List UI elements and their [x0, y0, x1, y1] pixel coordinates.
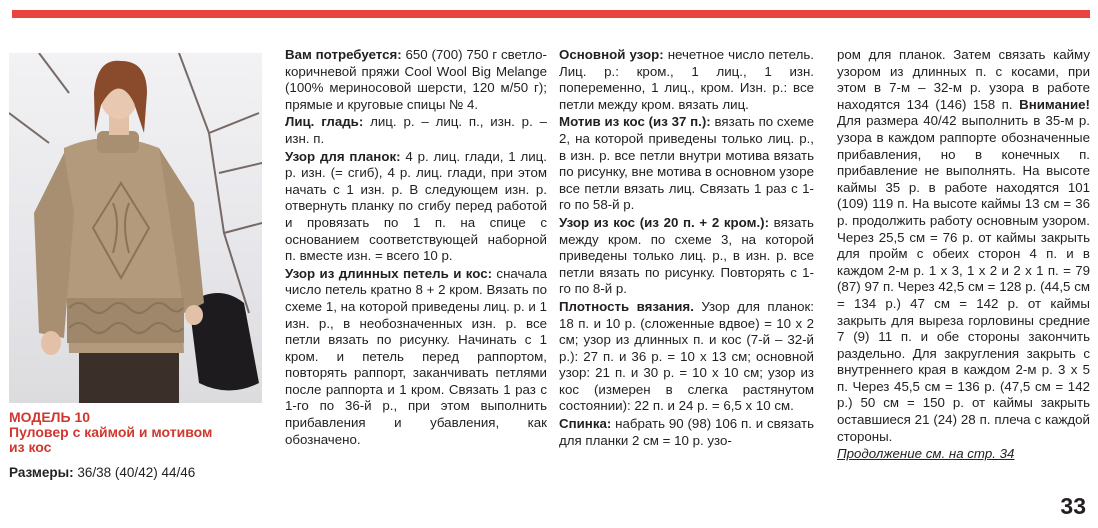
text-column-1: [285, 47, 547, 448]
cable-motif-paragraph: [559, 114, 814, 214]
text-column-3: [837, 47, 1090, 463]
back-continued-text: ром для планок. Затем связать кайму узором из длинных п. с косами, при этом в 7-м – 32-м р. узора в работе находятся 134 (146) 158 п.: [837, 47, 1090, 112]
cable-pattern-text: вязать между кром. по схеме 3, на которой приведены только лиц. р., в изн. р. все петли вязать по рисунку. Повторять с 1-го по 8-й р.: [559, 214, 814, 297]
model-in-sweater-illustration: [9, 53, 262, 403]
sizes-label: Размеры:: [9, 465, 74, 480]
long-loops-text: сначала число петель кратно 8 + 2 кром. Вязать по схеме 1, на которой приведены лиц. р. и 1 изн. р., в необозначенных изн. р. все петли вязать по рисунку. Начинать с 1 кром. и петель перед раппортом, повторять раппорт, заканчивать петлями после раппорта и 1 кром. Связать 1 раз с 1-го по 36-й р., при этом выполнить прибавления и убавления, как обозначено.: [285, 265, 548, 447]
back-continued-paragraph: [837, 47, 1090, 445]
materials-text: 650 (700) 750 г светло-коричневой пряжи Cool Wool Big Melange (100% мериносовой шерсти, 120 м/50 г); прямые и круговые спицы № 4.: [285, 47, 547, 112]
top-accent-bar: [12, 10, 1090, 18]
back-text: набрать 90 (98) 106 п. и связать для планки 2 см = 10 р. узо-: [559, 416, 814, 448]
model-photo: [9, 53, 262, 403]
back-heading: Спинка:: [559, 416, 612, 432]
model-number: МОДЕЛЬ 10: [9, 409, 91, 425]
continuation-link[interactable]: Продолжение см. на стр. 34: [837, 446, 1015, 462]
materials-paragraph: [285, 47, 547, 113]
model-title-line1: Пуловер с каймой и мотивом: [9, 424, 213, 440]
long-loops-heading: Узор из длинных петель и кос:: [285, 265, 493, 281]
attention-heading: Внимание!: [1019, 96, 1090, 112]
model-title-line2: из кос: [9, 439, 52, 455]
attention-text: Для размера 40/42 выполнить в 35-м р. узора в каждом раппорте обозначенные прибавления, но в конечных п. прибавление не выполнять. На высоте каймы 35 р. в работе находятся 101 (109) 119 п. На высоте каймы 13 см = 36 р. продолжить работу основным узором. Через 25,5 см = 76 р. от каймы закрыть для пройм с обеих сторон 4 п. и в каждом 2-м р. 1 х 3, 1 х 2 и 2 х 1 п. = 79 (87) 97 п. Через 42,5 см = 128 р. (44,5 см = 134 р.) 47 см = 142 р. от каймы закрыть для выреза горловины средние 7 (9) 11 п. и обе стороны закончить раздельно. Для закругления закрыть с внутреннего края в каждом 2-м р. 3 х 5 п. Через 45,5 см = 136 р. (47,5 см = 142 р.) 50 см = 150 р. от каймы закрыть оставшиеся 21 (24) 28 п. плеча с каждой стороны.: [837, 113, 1090, 444]
text-column-2: [559, 47, 814, 449]
main-pattern-paragraph: [559, 47, 814, 113]
stockinette-text: лиц. р. – лиц. п., изн. р. – изн. п.: [285, 114, 547, 146]
stockinette-paragraph: [285, 114, 547, 147]
cable-pattern-heading: Узор из кос (из 20 п. + 2 кром.):: [559, 214, 769, 230]
cable-pattern-paragraph: [559, 215, 814, 298]
band-pattern-heading: Узор для планок:: [285, 148, 401, 164]
band-pattern-text: 4 р. лиц. глади, 1 лиц. р. изн. (= сгиб), 4 р. лиц. глади, при этом начать с 1 изн. р. В следующем изн. р. отвернуть планку по сгибу перед работой и провязать по 1 п. на спице с основанием соответствующей наборной п. вместе изн. = всего 10 р.: [285, 148, 547, 264]
model-title-block: [9, 410, 269, 455]
gauge-text: Узор для планок: 18 п. и 10 р. (сложенные вдвое) = 10 х 2 см; узор из длинных п. и кос (7-й – 32-й р.): 27 п. и 36 р. = 10 х 13 см; основной узор: 21 п. и 30 р. = 10 х 10 см; узор из кос (измерен в слегка растянутом состоянии): 22 п. и 24 р. = 6,5 х 10 см.: [559, 298, 814, 414]
sizes: [9, 465, 195, 480]
stockinette-heading: Лиц. гладь:: [285, 114, 364, 130]
long-loops-paragraph: [285, 266, 547, 449]
gauge-heading: Плотность вязания.: [559, 298, 694, 314]
cable-motif-heading: Мотив из кос (из 37 п.):: [559, 114, 711, 130]
materials-heading: Вам потребуется:: [285, 47, 402, 62]
cable-motif-text: вязать по схеме 2, на которой приведены только лиц. р., в изн. р. все петли внутри мотива вязать по рисунку, вне мотива в основном узоре все петли вязать лиц. Связать 1 раз с 1-го по 58-й р.: [559, 114, 815, 213]
gauge-paragraph: [559, 299, 814, 415]
page-number: 33: [1060, 493, 1086, 519]
main-pattern-text: нечетное число петель. Лиц. р.: кром., 1 лиц., 1 изн. попеременно, 1 лиц., кром. Изн. р.: все петли между кром. вязать лиц.: [559, 47, 814, 112]
sizes-value: 36/38 (40/42) 44/46: [73, 465, 196, 480]
continuation-paragraph: [837, 446, 1090, 463]
back-paragraph: [559, 416, 814, 449]
main-pattern-heading: Основной узор:: [559, 47, 664, 62]
band-pattern-paragraph: [285, 149, 547, 265]
